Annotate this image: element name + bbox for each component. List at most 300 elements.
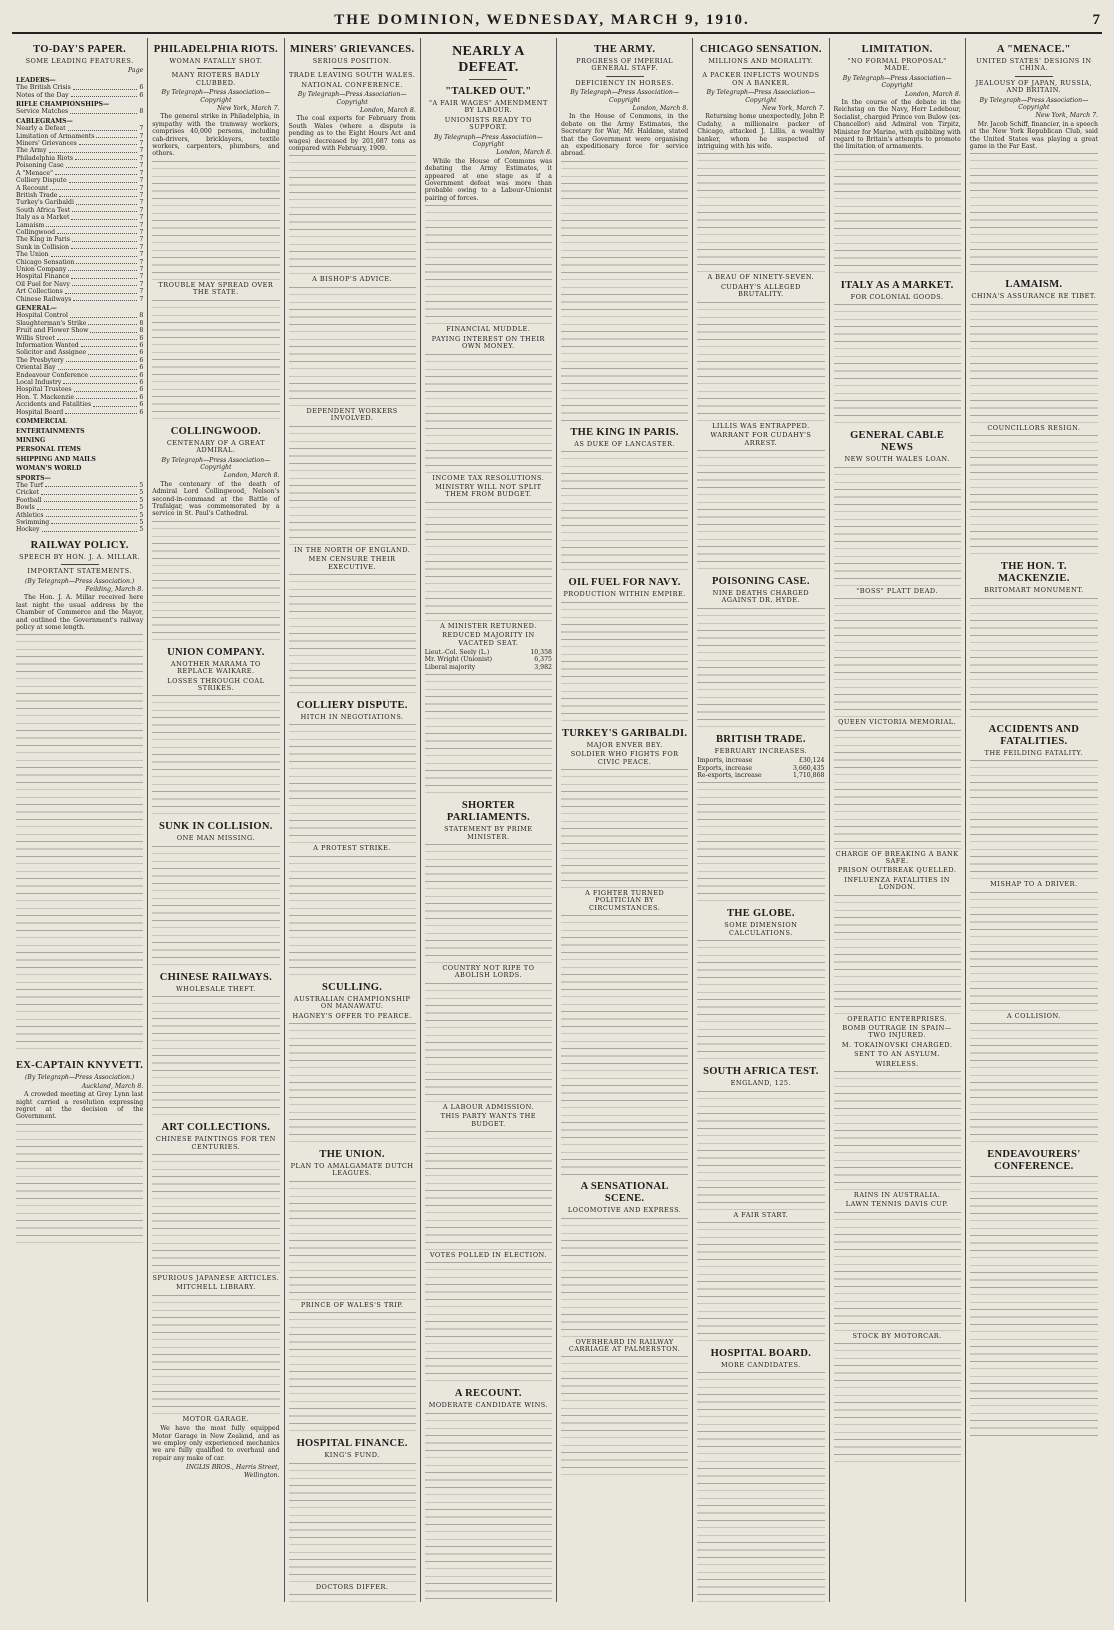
index-leader [71,273,137,278]
index-item-label: Athletics [16,511,44,519]
councillors-subhead: COUNCILLORS RESIGN. [987,423,1081,432]
index-item-label: Oriental Bay [16,364,56,372]
body-text [834,1071,961,1191]
south-africa-subhead: ENGLAND, 125. [730,1079,792,1088]
king-subhead: AS DUKE OF LANCASTER. [574,439,676,448]
index-item-label: Notes of the Day [16,91,69,99]
body-text [970,1176,1098,1436]
philadelphia-dateline: New York, March 7. [216,105,280,113]
index-item-label: Miners' Grievances [16,140,77,148]
sunk-headline: SUNK IN COLLISION. [159,821,273,833]
index-item-label: Swimming [16,518,50,526]
italy-subhead: FOR COLONIAL GOODS. [850,292,944,301]
index-item-label: Philadelphia Riots [16,154,74,162]
index-item [16,192,143,199]
index-item [16,199,143,206]
index-item-label: A "Menace" [16,169,53,177]
motor-ad-signature: INGLIS BROS., Harris Street, Wellington. [186,1464,280,1479]
limitation-subhead: "NO FORMAL PROPOSAL" MADE. [847,57,947,73]
menace-headline: A "MENACE." [996,44,1071,55]
index-leader [45,482,137,487]
index-item-label: Service Matches [16,108,69,116]
index-page-number: 7 [139,132,144,140]
the-union-headline: THE UNION. [319,1148,385,1160]
table-cell: Liberal majority [424,663,476,671]
army-dateline: London, March 8. [632,105,689,113]
nearly-defeat-byline: By Telegraph—Press Association—Copyright [433,133,543,149]
art-subhead-3: MITCHELL LIBRARY. [176,1283,256,1292]
body-text [16,634,143,1054]
index-leader [57,229,137,234]
index-item [16,170,143,177]
table-cell: Imports, increase [697,757,753,765]
index-page-number: 7 [139,236,144,244]
railway-body: The Hon. J. A. Millar received here last night the usual address by the Chamber of Commerce and the Mayor, and outlined the Government's railway policy at some length. [16,594,144,632]
north-subhead: IN THE NORTH OF ENGLAND. [293,545,411,554]
knyvett-dateline: Auckland, March 8. [81,1082,144,1090]
index-page-number: 7 [139,147,144,155]
trade-table [697,757,824,779]
index-item [16,364,143,371]
index-item [16,497,143,504]
index-page-number: 7 [139,169,144,177]
index-page-number: 8 [139,312,144,320]
index-page-number: 7 [139,243,144,251]
body-text [425,354,552,474]
index-item-label: The King in Paris [16,236,70,244]
railway-subhead: SPEECH BY HON. J. A. MILLAR. [19,552,141,561]
index-leader [81,342,138,347]
collingwood-byline: By Telegraph—Press Association—Copyright [161,456,271,471]
table-row [425,656,552,663]
tokainovski-subhead: M. TOKAINOVSKI CHARGED. [841,1040,953,1049]
index-item [16,229,143,236]
limitation-byline: By Telegraph—Press Association—Copyright [842,74,952,90]
table-row [697,765,824,772]
lamaism-subhead: CHINA'S ASSURANCE RE TIBET. [971,292,1097,301]
index-page-number: 7 [139,162,144,170]
body-text [970,153,1098,273]
army-subhead: PROGRESS OF IMPERIAL GENERAL STAFF. [576,57,674,73]
table-row [425,664,552,671]
index-leader [69,177,138,182]
influenza-subhead: INFLUENZA FATALITIES IN LONDON. [844,875,950,892]
index-leader [66,357,138,362]
nearly-defeat-subhead-2: "A FAIR WAGES" AMENDMENT BY LABOUR. [428,99,548,115]
prince-subhead: PRINCE OF WALES'S TRIP. [300,1300,404,1309]
index-item [16,222,143,229]
chicago-dateline: New York, March 7. [761,105,825,113]
labour-subhead-2: THIS PARTY WANTS THE BUDGET. [440,1112,537,1128]
body-text [697,1372,824,1602]
body-text [152,161,279,281]
divider [469,79,507,80]
index-leader [79,140,138,145]
limitation-dateline: London, March 8. [905,90,961,98]
body-text [289,724,416,844]
index-category: LEADERS— [16,76,56,84]
body-text [289,1463,416,1583]
index-page-number: 8 [139,319,144,327]
index-page-number: 7 [139,280,144,288]
philadelphia-byline: By Telegraph—Press Association—Copyright [161,89,271,104]
table-row [425,649,552,656]
chicago-subhead-2: A PACKER INFLICTS WOUNDS ON A BANKER. [702,71,820,87]
body-text [289,856,416,976]
labour-subhead: A LABOUR ADMISSION. [442,1102,534,1111]
index-page-number: 7 [139,140,144,148]
index-leader [51,251,138,256]
index-page-number: 7 [139,228,144,236]
index-leader [76,394,137,399]
index-item-label: Italy as a Market [16,214,70,222]
mackenzie-subhead: BRITOMART MONUMENT. [984,586,1084,595]
index-item-label: Collingwood [16,228,56,236]
tennis-subhead: LAWN TENNIS DAVIS CUP. [845,1200,949,1209]
index-item [16,214,143,221]
index-leader [73,296,137,301]
colliery-headline: COLLIERY DISPUTE. [296,699,408,711]
miners-body: The coal exports for February from South Wales (where a dispute is pending as to the Eight Hours Act and wages) decreased by 201,687 tons as compared with February, 1909. [288,115,416,153]
body-text [970,304,1098,424]
nearly-defeat-subhead: "TALKED OUT." [445,86,532,97]
body-text [834,1343,961,1463]
index-leader [74,386,138,391]
railway-byline: (By Telegraph—Press Association.) [24,577,135,585]
index-item [16,342,143,349]
art-subhead-2: SPURIOUS JAPANESE ARTICLES. [152,1274,280,1282]
index-item [16,288,143,295]
stock-subhead: STOCK BY MOTORCAR. [852,1331,942,1340]
index-list [16,77,143,534]
army-subhead-2: DEFICIENCY IN HORSES. [575,78,674,87]
index-item [16,185,143,192]
army-headline: THE ARMY. [594,44,656,55]
index-page-number: 8 [139,108,144,116]
index-item [16,281,143,288]
index-item-label: Colliery Dispute [16,177,67,185]
general-cable-news-headline: GENERAL CABLE NEWS [850,430,945,454]
philadelphia-subhead-3: TROUBLE MAY SPREAD OVER THE STATE. [158,280,274,297]
index-page-number: 7 [139,191,144,199]
body-text [970,598,1098,718]
body-text [834,467,961,587]
accidents-headline: ACCIDENTS AND FATALITIES. [988,723,1080,747]
body-text [697,1222,824,1342]
body-text [697,1091,824,1211]
bomb-subhead: BOMB OUTRAGE IN SPAIN—TWO INJURED. [842,1023,952,1040]
index-item [16,147,143,154]
index-leader [65,288,138,293]
index-page-number: 5 [139,481,144,489]
bishop-subhead: A BISHOP'S ADVICE. [312,275,393,284]
king-headline: THE KING IN PARIS. [570,426,679,438]
index-item-label: Poisoning Case [16,162,64,170]
sculling-subhead-2: HAGNEY'S OFFER TO PEARCE. [292,1011,412,1020]
body-text [561,161,688,421]
index-item-label: Limitation of Armaments [16,132,95,140]
chicago-headline: CHICAGO SENSATION. [699,44,822,55]
index-category: WOMAN'S WORLD [16,465,82,473]
limitation-body: In the course of the debate in the Reichstag on the Navy, Herr Ledebour, Socialist, charged Prince von Bulow (ex-Chancellor) and Admiral von Tirpitz, Minister for Marine, with quibbling with regard to Britain's attempts to promote the limitation of armaments. [833,99,961,151]
body-text [289,1594,416,1602]
miners-dateline: London, March 8. [360,107,416,115]
body-text [152,996,279,1116]
body-text [697,608,824,728]
index-page-number: 7 [139,177,144,185]
index-item [16,401,143,408]
index-leader [51,519,137,524]
body-text [834,598,961,718]
index-page-number: 7 [139,214,144,222]
column-7 [830,38,966,1602]
index-page-number: 7 [139,154,144,162]
body-text [834,895,961,1015]
index-leader [90,327,137,332]
railway-headline: RAILWAY POLICY. [30,539,129,551]
index-item-label: A Recount [16,184,49,192]
index-item-label: Accidents and Fatalities [16,401,92,409]
body-text [697,782,824,902]
index-item [16,394,143,401]
philadelphia-headline: PHILADELPHIA RIOTS. [153,44,278,55]
index-leader [73,84,137,89]
index-item [16,482,143,489]
index-item [16,155,143,162]
art-headline: ART COLLECTIONS. [161,1122,271,1134]
body-text [152,1154,279,1274]
index-category: SHIPPING AND MAILS [16,455,96,463]
index-page-number: 7 [139,206,144,214]
body-text [152,846,279,966]
index-item-label: South Africa Test [16,206,71,214]
knyvett-byline: (By Telegraph—Press Association.) [24,1074,135,1082]
table-cell: Lieut.-Col. Seely (L.) [424,648,490,656]
index-category: PERSONAL ITEMS [16,446,81,454]
divider [333,68,371,69]
index-item-label: Football [16,496,42,504]
nsw-loan-subhead: NEW SOUTH WALES LOAN. [844,455,950,464]
index-item [16,335,143,342]
nearly-defeat-dateline: London, March 8. [496,149,552,157]
index-leader [44,497,138,502]
railway-dateline: Feilding, March 8. [85,586,144,593]
index-item-label: Hockey [16,526,40,534]
index-item-label: Slaughterman's Strike [16,319,87,327]
body-text [970,435,1098,555]
british-trade-subhead: FEBRUARY INCREASES. [714,746,808,755]
italy-headline: ITALY AS A MARKET. [840,279,954,291]
index-item-label: Hospital Trustees [16,386,72,394]
body-text [289,426,416,546]
globe-headline: THE GLOBE. [726,908,795,920]
collingwood-dateline: London, March 8. [223,472,280,480]
index-item-label: Fruit and Flower Show [16,327,89,335]
body-text [152,695,279,815]
censure-subhead: MEN CENSURE THEIR EXECUTIVE. [308,555,396,571]
army-byline: By Telegraph—Press Association—Copyright [570,89,680,104]
table-cell: 6,375 [534,656,552,664]
index-item-label: Art Collections [16,288,63,296]
turkey-subhead-2: SOLDIER WHO FIGHTS FOR CIVIC PEACE. [570,750,679,766]
body-text [561,1356,688,1476]
divider [61,564,99,565]
asylum-subhead: SENT TO AN ASYLUM. [854,1050,941,1059]
oil-fuel-subhead: PRODUCTION WITHIN EMPIRE. [563,590,686,599]
sensational-subhead: LOCOMOTIVE AND EXPRESS. [567,1206,682,1215]
index-leader [72,207,137,212]
warrant-subhead: WARRANT FOR CUDAHY'S ARREST. [710,431,812,447]
platt-subhead: "BOSS" PLATT DEAD. [856,586,938,595]
index-item [16,512,143,519]
index-leader [70,108,137,113]
index-item [16,349,143,356]
index-item-label: Cricket [16,489,40,497]
index-leader [59,192,137,197]
table-row [697,757,824,764]
masthead-title: THE DOMINION, WEDNESDAY, MARCH 9, 1910. [334,11,750,28]
table-cell: Re-exports, increase [697,771,762,779]
index-leader [71,92,138,97]
index-item-label: Local Industry [16,379,62,387]
body-text [289,155,416,275]
index-leader [72,236,137,241]
page-number: 7 [1092,11,1102,28]
knyvett-body: A crowded meeting at Grey Lynn last night carried a resolution expressing regret at the decision of the Government. [16,1091,144,1121]
fighter-subhead: A FIGHTER TURNED POLITICIAN BY CIRCUMSTANCES. [585,888,665,912]
body-text [425,1413,552,1602]
body-text [152,300,279,420]
union-company-headline: UNION COMPANY. [167,646,265,658]
index-item-label: The Army [16,147,47,155]
index-item [16,125,143,132]
collingwood-body: The centenary of the death of Admiral Lord Collingwood, Nelson's second-in-command at the Battle of Trafalgar, was commemorated by a service in St. Paul's Cathedral. [152,480,280,518]
index-leader [46,512,138,517]
body-text [289,1023,416,1143]
motor-ad-title: MOTOR GARAGE. [182,1414,250,1423]
index-leader [76,199,137,204]
body-text [834,304,961,424]
index-item-label: Endeavour Conference [16,371,89,379]
body-text [425,1131,552,1251]
index-leader [71,244,137,249]
column-1 [12,38,148,1602]
lamaism-headline: LAMAISM. [1005,279,1063,291]
index-page-number: 5 [139,526,144,534]
index-page-number: 6 [139,91,144,99]
turkey-subhead: MAJOR ENVER BEY. [586,740,663,749]
hospital-board-headline: HOSPITAL BOARD. [710,1347,812,1359]
index-leader [49,147,138,152]
chicago-body: Returning home unexpectedly, John P. Cudahy, a millionaire packer of Chicago, attacked J. Lillis, a wealthy banker, whom he suspected of intriguing with his wife. [697,113,825,151]
mackenzie-headline: THE HON. T. MACKENZIE. [998,561,1070,585]
index-item-label: Willis Street [16,334,55,342]
index-page-number: 7 [139,125,144,133]
union-company-subhead-2: LOSSES THROUGH COAL STRIKES. [167,676,265,692]
column-8 [966,38,1102,1602]
index-item [16,236,143,243]
index-item [16,296,143,303]
index-item [16,244,143,251]
shorter-parliaments-subhead: STATEMENT BY PRIME MINISTER. [444,825,533,841]
index-leader [88,349,137,354]
election-results-table [425,649,552,671]
index-category: ENTERTAINMENTS [16,427,85,435]
votes-subhead: VOTES POLLED IN ELECTION. [429,1251,547,1259]
financial-subhead: FINANCIAL MUDDLE. [446,325,531,334]
index-item [16,357,143,364]
index-item [16,327,143,334]
hospital-finance-subhead: KING'S FUND. [324,1451,380,1460]
body-text [425,674,552,794]
index-item-label: Sunk in Collision [16,243,70,251]
body-text [970,760,1098,880]
index-page-number: 6 [139,371,144,379]
index-page-number: 6 [139,408,144,416]
body-text [561,602,688,722]
index-subtitle: SOME LEADING FEATURES. [25,57,134,65]
index-item [16,251,143,258]
index-page-number: 5 [139,518,144,526]
index-item [16,140,143,147]
index-item [16,379,143,386]
index-page-number: 7 [139,273,144,281]
column-5 [557,38,693,1602]
index-item [16,133,143,140]
index-page-number: 5 [139,489,144,497]
body-text [16,1124,143,1244]
index-leader [41,489,137,494]
index-item-label: Hospital Control [16,312,68,320]
index-item-label: Hospital Finance [16,273,70,281]
art-subhead: CHINESE PAINTINGS FOR TEN CENTURIES. [155,1135,276,1151]
index-page-number: 6 [139,84,144,92]
overheard-subhead: OVERHEARD IN RAILWAY CARRIAGE AT PALMERSTON. [568,1337,681,1353]
index-leader [68,266,137,271]
cudahy-subhead: CUDAHY'S ALLEGED BRUTALITY. [720,282,801,299]
table-row [697,772,824,779]
philadelphia-body: The general strike in Philadelphia, in sympathy with the tramway workers, comprises 40,000 persons, including cab-drivers, bricklayers, textile workers, carpenters, plumbers, and others. [152,113,280,158]
hospital-board-subhead: MORE CANDIDATES. [721,1360,801,1369]
index-page-number: 8 [139,327,144,335]
body-text [561,769,688,889]
index-leader [66,162,138,167]
index-item-label: British Trade [16,191,58,199]
miners-subhead-2: TRADE LEAVING SOUTH WALES. [288,71,416,80]
body-text [425,844,552,964]
divider [197,68,235,69]
body-text [561,915,688,1175]
majority-subhead: REDUCED MAJORITY IN VACATED SEAT. [442,631,535,647]
index-page-number: 6 [139,349,144,357]
index-item-label: Information Wanted [16,342,79,350]
body-text [289,287,416,407]
index-page-number: 7 [139,288,144,296]
index-page-number: 6 [139,379,144,387]
index-item [16,108,143,115]
body-text [289,574,416,694]
column-6 [693,38,829,1602]
miners-headline: MINERS' GRIEVANCES. [289,44,415,55]
index-page-number: 6 [139,356,144,364]
body-text [834,154,961,274]
operatic-subhead: OPERATIC ENTERPRISES. [847,1014,948,1023]
index-leader [70,312,137,317]
endeavourers-headline: ENDEAVOURERS' CONFERENCE. [987,1148,1081,1172]
index-item-label: Chinese Railways [16,295,72,303]
recount-subhead: MODERATE CANDIDATE WINS. [428,1401,549,1410]
table-cell: 3,660,435 [793,764,825,772]
